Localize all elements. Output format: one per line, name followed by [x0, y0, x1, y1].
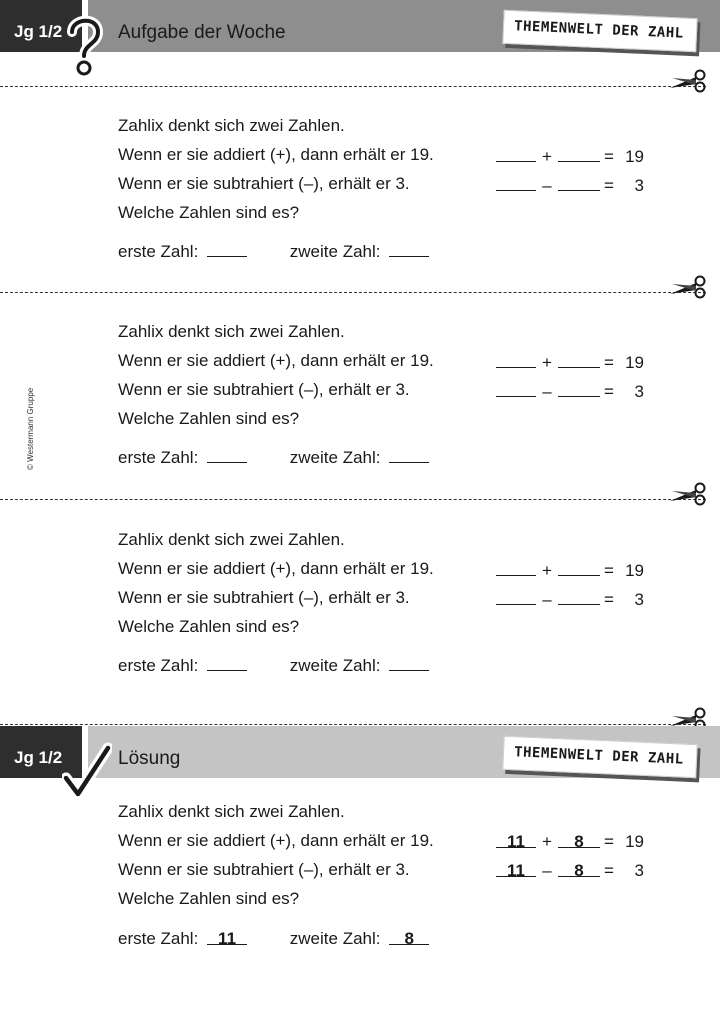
second-number-blank[interactable]	[389, 447, 429, 463]
answer-blank[interactable]	[496, 560, 536, 576]
answer-row	[118, 447, 429, 468]
scissors-icon	[668, 274, 708, 300]
equals-sign: =	[604, 861, 614, 880]
task-header	[0, 0, 720, 52]
dashed-line	[0, 724, 706, 725]
dashed-line	[0, 86, 706, 87]
dashed-line	[0, 499, 706, 500]
second-number-label: zweite Zahl:	[289, 656, 381, 675]
theme-tag-label: THEMENWELT DER ZAHL	[513, 744, 684, 768]
answer-blank[interactable]	[496, 175, 536, 191]
task-line-difference: Wenn er sie subtrahiert (–), erhält er 3.	[118, 588, 410, 607]
difference-value: 3	[634, 590, 644, 609]
answer-blank[interactable]	[496, 352, 536, 368]
task-line-question: Welche Zahlen sind es?	[118, 889, 300, 908]
scissors-icon	[668, 68, 708, 94]
sum-value: 19	[625, 832, 644, 851]
answer-blank[interactable]	[558, 352, 600, 368]
theme-tag-label: THEMENWELT DER ZAHL	[513, 18, 684, 42]
second-number-blank[interactable]	[389, 655, 429, 671]
first-number-label: erste Zahl:	[118, 656, 199, 675]
answer-row	[118, 929, 429, 949]
solution-card	[0, 800, 720, 970]
solution-header	[0, 726, 720, 778]
minus-sign: –	[542, 861, 552, 880]
answer-blank[interactable]	[558, 381, 600, 397]
difference-value: 3	[634, 382, 644, 401]
task-line-sum: Wenn er sie addiert (+), dann erhält er 19.	[118, 831, 434, 850]
subtraction-equation	[496, 175, 644, 196]
minus-sign: –	[542, 176, 552, 195]
task-header-title: Aufgabe der Woche	[118, 22, 286, 43]
task-line-intro: Zahlix denkt sich zwei Zahlen.	[118, 530, 345, 549]
addition-equation	[496, 832, 644, 852]
answer-blank[interactable]	[558, 146, 600, 162]
subtraction-equation	[496, 589, 644, 610]
answer-blank[interactable]	[558, 175, 600, 191]
grade-label: Jg 1/2	[14, 748, 63, 767]
solution-first-value: 11	[496, 861, 536, 877]
question-mark-icon	[64, 14, 104, 78]
answer-row	[118, 655, 429, 676]
plus-sign: +	[542, 353, 552, 372]
minus-sign: –	[542, 382, 552, 401]
task-line-question: Welche Zahlen sind es?	[118, 617, 300, 636]
answer-blank[interactable]	[558, 560, 600, 576]
subtraction-equation	[496, 861, 644, 881]
plus-sign: +	[542, 561, 552, 580]
addition-equation	[496, 352, 644, 373]
task-line-difference: Wenn er sie subtrahiert (–), erhält er 3.	[118, 860, 410, 879]
first-number-blank[interactable]	[207, 655, 247, 671]
solution-second-value: 8	[558, 832, 600, 848]
task-card	[0, 318, 720, 488]
task-line-difference: Wenn er sie subtrahiert (–), erhält er 3.	[118, 174, 410, 193]
plus-sign: +	[542, 832, 552, 851]
answer-blank[interactable]	[558, 589, 600, 605]
first-number-blank[interactable]	[207, 447, 247, 463]
solution-second-value: 8	[389, 929, 429, 945]
sum-value: 19	[625, 147, 644, 166]
subtraction-equation	[496, 381, 644, 402]
task-line-intro: Zahlix denkt sich zwei Zahlen.	[118, 116, 345, 135]
addition-equation	[496, 560, 644, 581]
answer-blank[interactable]	[496, 146, 536, 162]
task-card	[0, 526, 720, 696]
equals-sign: =	[604, 147, 614, 166]
minus-sign: –	[542, 590, 552, 609]
equals-sign: =	[604, 832, 614, 851]
solution-second-value: 8	[558, 861, 600, 877]
copyright-notice: © Westermann Gruppe	[26, 387, 35, 470]
answer-row	[118, 241, 429, 262]
first-number-label: erste Zahl:	[118, 448, 199, 467]
second-number-label: zweite Zahl:	[289, 448, 381, 467]
task-line-intro: Zahlix denkt sich zwei Zahlen.	[118, 322, 345, 341]
task-line-sum: Wenn er sie addiert (+), dann erhält er 19.	[118, 559, 434, 578]
task-line-intro: Zahlix denkt sich zwei Zahlen.	[118, 802, 345, 821]
addition-equation	[496, 146, 644, 167]
grade-label: Jg 1/2	[14, 22, 63, 41]
solution-first-value: 11	[496, 832, 536, 848]
first-number-label: erste Zahl:	[118, 929, 199, 948]
solution-first-value: 11	[207, 929, 247, 945]
equals-sign: =	[604, 561, 614, 580]
second-number-blank[interactable]	[389, 241, 429, 257]
task-card	[0, 112, 720, 282]
equals-sign: =	[604, 176, 614, 195]
task-line-difference: Wenn er sie subtrahiert (–), erhält er 3.	[118, 380, 410, 399]
dashed-line	[0, 292, 706, 293]
answer-blank[interactable]	[496, 589, 536, 605]
task-line-sum: Wenn er sie addiert (+), dann erhält er 19.	[118, 145, 434, 164]
first-number-label: erste Zahl:	[118, 242, 199, 261]
second-number-label: zweite Zahl:	[289, 929, 381, 948]
first-number-blank[interactable]	[207, 241, 247, 257]
second-number-label: zweite Zahl:	[289, 242, 381, 261]
equals-sign: =	[604, 590, 614, 609]
equals-sign: =	[604, 382, 614, 401]
difference-value: 3	[634, 176, 644, 195]
sum-value: 19	[625, 353, 644, 372]
sum-value: 19	[625, 561, 644, 580]
task-line-question: Welche Zahlen sind es?	[118, 409, 300, 428]
plus-sign: +	[542, 147, 552, 166]
task-line-sum: Wenn er sie addiert (+), dann erhält er 19.	[118, 351, 434, 370]
task-line-question: Welche Zahlen sind es?	[118, 203, 300, 222]
equals-sign: =	[604, 353, 614, 372]
solution-header-title: Lösung	[118, 748, 181, 769]
scissors-icon	[668, 481, 708, 507]
difference-value: 3	[634, 861, 644, 880]
answer-blank[interactable]	[496, 381, 536, 397]
checkmark-icon	[62, 738, 112, 800]
